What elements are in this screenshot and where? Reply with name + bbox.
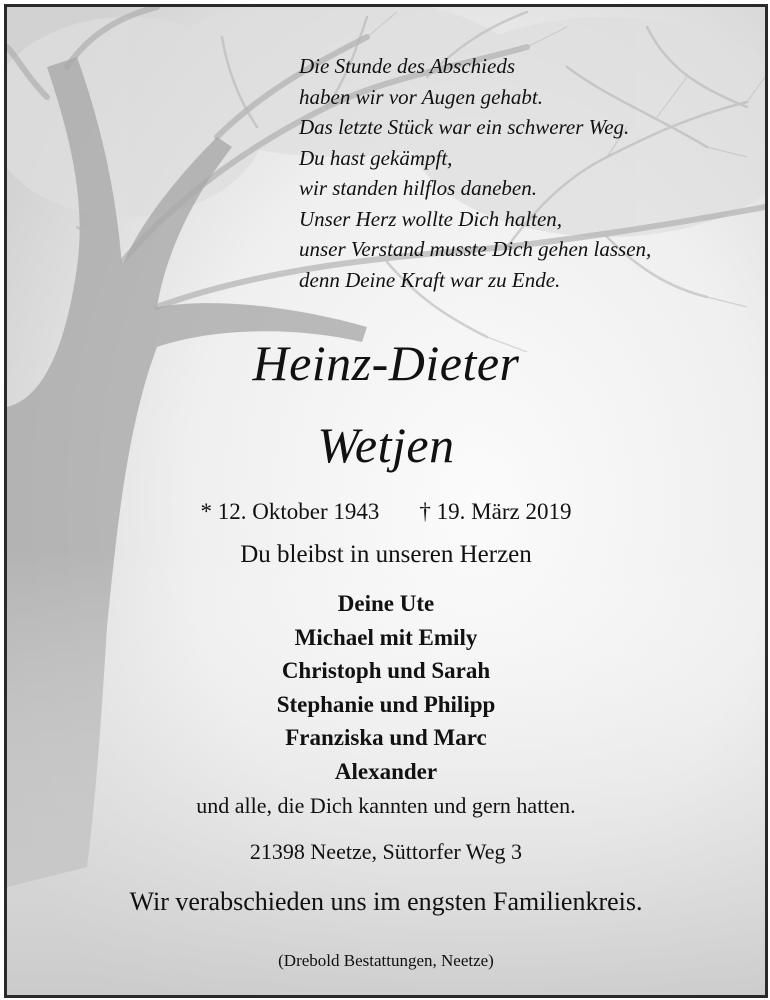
poem-line: denn Deine Kraft war zu Ende. — [299, 267, 561, 292]
mourner-name: Stephanie und Philipp — [276, 691, 496, 717]
poem-line: Du hast gekämpft, — [299, 145, 453, 170]
birth-date: * 12. Oktober 1943 — [200, 499, 380, 524]
mourner-name: Christoph und Sarah — [281, 658, 491, 684]
poem-line: wir standen hilflos daneben. — [299, 176, 537, 200]
life-dates — [7, 497, 765, 527]
obituary-frame — [4, 4, 768, 998]
death-date: † 19. März 2019 — [419, 499, 572, 524]
funeral-notice: Wir verabschieden uns im engsten Familienkreis. — [129, 887, 643, 916]
poem-line: Die Stunde des Abschieds — [299, 54, 515, 78]
mourner-name: Franziska und Marc — [285, 725, 487, 751]
others-line: und alle, die Dich kannten und gern hatten. — [196, 793, 576, 818]
mourner-name: Michael mit Emily — [294, 624, 478, 650]
poem-line: Unser Herz wollte Dich halten, — [299, 206, 563, 231]
address: 21398 Neetze, Süttorfer Weg 3 — [249, 839, 523, 864]
poem-line: unser Verstand musste Dich gehen lassen, — [299, 237, 652, 261]
mourner-name: Alexander — [334, 758, 438, 784]
deceased-last-name: Wetjen — [317, 417, 455, 473]
poem — [299, 51, 759, 295]
undertaker-credit: (Drebold Bestattungen, Neetze) — [278, 951, 494, 970]
poem-line: haben wir vor Augen gehabt. — [299, 84, 544, 109]
mourners-list — [7, 587, 765, 789]
mourner-name: Deine Ute — [337, 591, 435, 616]
motto: Du bleibst in unseren Herzen — [240, 541, 532, 568]
deceased-first-name: Heinz-Dieter — [252, 335, 520, 391]
poem-line: Das letzte Stück war ein schwerer Weg. — [299, 115, 630, 139]
